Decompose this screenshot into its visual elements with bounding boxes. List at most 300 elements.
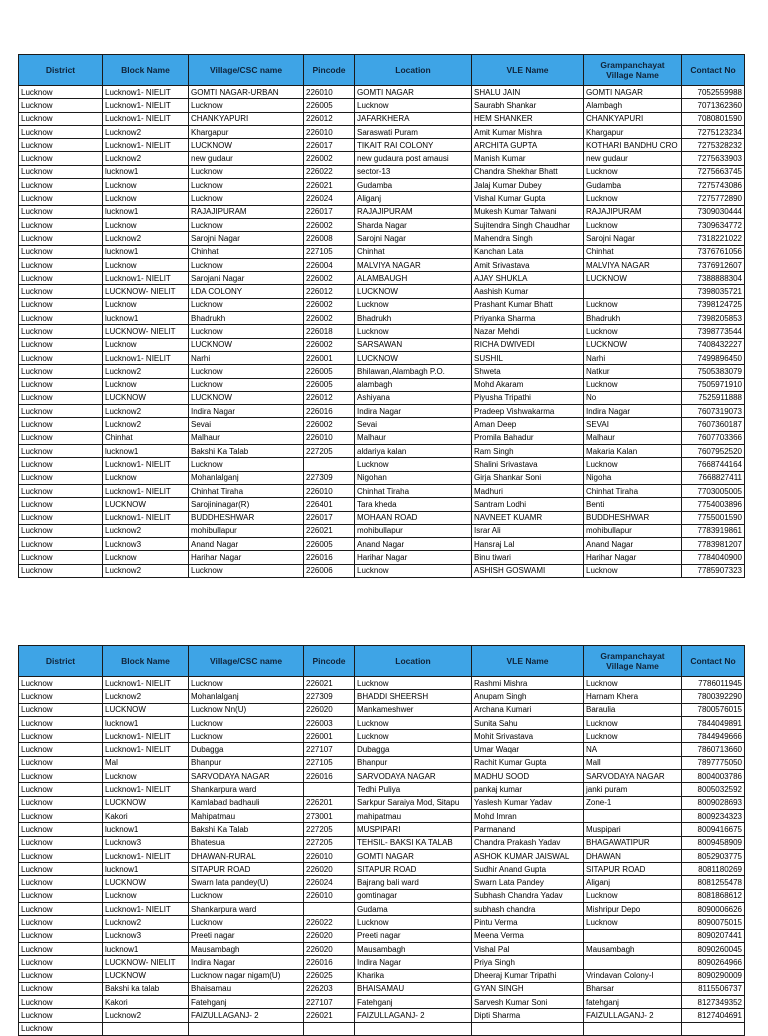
cell-location: Bhadrukh	[355, 312, 472, 325]
cell-block-name: Lucknow2	[103, 916, 189, 929]
cell-district: Lucknow	[19, 431, 103, 444]
cell-village-csc-name: Lucknow	[189, 365, 304, 378]
cell-pincode: 226024	[304, 192, 355, 205]
table-row	[19, 942, 745, 955]
cell-village-csc-name: Narhi	[189, 351, 304, 364]
column-header-contact-no: Contact No	[682, 55, 745, 86]
cell-block-name: Lucknow	[103, 192, 189, 205]
table-row	[19, 351, 745, 364]
cell-vle-name: Hansraj Lal	[472, 538, 584, 551]
cell-location: Sarkpur Saraiya Mod, Sitapu	[355, 796, 472, 809]
table-row	[19, 205, 745, 218]
cell-grampanchayat-village-name: Mausambagh	[584, 942, 682, 955]
cell-contact-no: 8009416675	[682, 823, 745, 836]
cell-location: Lucknow	[355, 99, 472, 112]
cell-village-csc-name: Bhadrukh	[189, 312, 304, 325]
cell-block-name: Lucknow3	[103, 836, 189, 849]
cell-village-csc-name: Lucknow nagar nigam(U)	[189, 969, 304, 982]
cell-village-csc-name: Lucknow	[189, 218, 304, 231]
cell-location: alambagh	[355, 378, 472, 391]
cell-vle-name: Pintu Verma	[472, 916, 584, 929]
cell-location: Mausambagh	[355, 942, 472, 955]
table-row	[19, 365, 745, 378]
cell-contact-no: 8090260045	[682, 942, 745, 955]
cell-district: Lucknow	[19, 325, 103, 338]
cell-grampanchayat-village-name: Lucknow	[584, 325, 682, 338]
cell-vle-name: Binu tiwari	[472, 551, 584, 564]
cell-location: MALVIYA NAGAR	[355, 258, 472, 271]
table-row	[19, 756, 745, 769]
column-header-district: District	[19, 646, 103, 677]
cell-block-name: lucknow1	[103, 445, 189, 458]
cell-pincode: 226001	[304, 730, 355, 743]
cell-pincode: 226016	[304, 956, 355, 969]
cell-village-csc-name: Dubagga	[189, 743, 304, 756]
cell-district: Lucknow	[19, 445, 103, 458]
cell-district: Lucknow	[19, 524, 103, 537]
cell-pincode: 226016	[304, 405, 355, 418]
cell-grampanchayat-village-name: Zone-1	[584, 796, 682, 809]
cell-grampanchayat-village-name: new gudaur	[584, 152, 682, 165]
cell-grampanchayat-village-name	[584, 285, 682, 298]
cell-vle-name: Parmanand	[472, 823, 584, 836]
cell-vle-name: Mahendra Singh	[472, 232, 584, 245]
cell-village-csc-name: Mahipatmau	[189, 809, 304, 822]
cell-vle-name: Sujitendra Singh Chaudhar	[472, 218, 584, 231]
cell-grampanchayat-village-name: Mall	[584, 756, 682, 769]
cell-district: Lucknow	[19, 564, 103, 577]
cell-block-name: Chinhat	[103, 431, 189, 444]
cell-block-name: Mal	[103, 756, 189, 769]
cell-district: Lucknow	[19, 205, 103, 218]
cell-grampanchayat-village-name: Harnam Khera	[584, 690, 682, 703]
cell-grampanchayat-village-name: Gudamba	[584, 179, 682, 192]
cell-pincode: 226017	[304, 511, 355, 524]
table-row	[19, 192, 745, 205]
cell-block-name: LUCKNOW	[103, 876, 189, 889]
cell-district: Lucknow	[19, 179, 103, 192]
cell-vle-name: Madhuri	[472, 484, 584, 497]
cell-village-csc-name: new gudaur	[189, 152, 304, 165]
cell-district: Lucknow	[19, 232, 103, 245]
cell-pincode: 226020	[304, 703, 355, 716]
cell-pincode: 226010	[304, 889, 355, 902]
vle-table-2	[18, 645, 745, 1036]
cell-district: Lucknow	[19, 139, 103, 152]
cell-pincode: 226016	[304, 770, 355, 783]
table-row	[19, 703, 745, 716]
table-row	[19, 431, 745, 444]
cell-district: Lucknow	[19, 796, 103, 809]
cell-district: Lucknow	[19, 245, 103, 258]
cell-location: ALAMBAUGH	[355, 272, 472, 285]
cell-contact-no: 7275743086	[682, 179, 745, 192]
cell-block-name: Lucknow2	[103, 418, 189, 431]
cell-village-csc-name: Sarojani Nagar	[189, 272, 304, 285]
cell-vle-name: Priyanka Sharma	[472, 312, 584, 325]
cell-location: BHAISAMAU	[355, 982, 472, 995]
cell-district: Lucknow	[19, 86, 103, 99]
cell-block-name: Lucknow	[103, 889, 189, 902]
cell-contact-no: 8009028693	[682, 796, 745, 809]
cell-block-name: Bakshi ka talab	[103, 982, 189, 995]
cell-vle-name: GYAN SINGH	[472, 982, 584, 995]
cell-village-csc-name	[189, 1022, 304, 1035]
cell-vle-name: pankaj kumar	[472, 783, 584, 796]
cell-location: Indira Nagar	[355, 405, 472, 418]
cell-village-csc-name: Sarojni Nagar	[189, 232, 304, 245]
cell-vle-name: ARCHITA GUPTA	[472, 139, 584, 152]
cell-grampanchayat-village-name: Lucknow	[584, 916, 682, 929]
cell-district: Lucknow	[19, 703, 103, 716]
table-row	[19, 298, 745, 311]
cell-grampanchayat-village-name: SITAPUR ROAD	[584, 863, 682, 876]
cell-contact-no: 8052903775	[682, 849, 745, 862]
cell-pincode: 227105	[304, 245, 355, 258]
column-header-pincode: Pincode	[304, 55, 355, 86]
column-header-district: District	[19, 55, 103, 86]
cell-village-csc-name: Lucknow	[189, 325, 304, 338]
cell-pincode: 226022	[304, 916, 355, 929]
cell-location: Preeti nagar	[355, 929, 472, 942]
cell-location: Chinhat	[355, 245, 472, 258]
cell-contact-no: 7376761056	[682, 245, 745, 258]
cell-village-csc-name: Lucknow	[189, 458, 304, 471]
cell-district: Lucknow	[19, 809, 103, 822]
cell-pincode: 226018	[304, 325, 355, 338]
table-row	[19, 99, 745, 112]
table-body	[19, 677, 745, 1036]
cell-village-csc-name: Shankarpura ward	[189, 783, 304, 796]
cell-vle-name: Piyusha Tripathi	[472, 391, 584, 404]
cell-village-csc-name: Bhaisamau	[189, 982, 304, 995]
cell-location: MUSPIPARI	[355, 823, 472, 836]
cell-district: Lucknow	[19, 405, 103, 418]
table-row	[19, 564, 745, 577]
cell-block-name: lucknow1	[103, 942, 189, 955]
cell-block-name: LUCKNOW	[103, 703, 189, 716]
table-row	[19, 863, 745, 876]
cell-village-csc-name: Lucknow	[189, 730, 304, 743]
cell-contact-no: 7800392290	[682, 690, 745, 703]
cell-location: Aliganj	[355, 192, 472, 205]
cell-grampanchayat-village-name: SEVAI	[584, 418, 682, 431]
cell-grampanchayat-village-name: Baraulia	[584, 703, 682, 716]
cell-pincode: 227107	[304, 996, 355, 1009]
cell-location: mahipatmau	[355, 809, 472, 822]
cell-vle-name: Kanchan Lata	[472, 245, 584, 258]
table-header-row	[19, 55, 745, 86]
table-row	[19, 743, 745, 756]
cell-vle-name: Archana Kumari	[472, 703, 584, 716]
cell-pincode: 226012	[304, 391, 355, 404]
cell-district: Lucknow	[19, 956, 103, 969]
cell-pincode	[304, 903, 355, 916]
cell-pincode: 226002	[304, 312, 355, 325]
cell-district: Lucknow	[19, 677, 103, 690]
cell-vle-name: Meena Verma	[472, 929, 584, 942]
cell-vle-name: Rashmi Mishra	[472, 677, 584, 690]
cell-location: Tara kheda	[355, 498, 472, 511]
vle-table-1	[18, 54, 745, 578]
cell-block-name: Lucknow	[103, 298, 189, 311]
cell-district: Lucknow	[19, 929, 103, 942]
cell-village-csc-name: LDA COLONY	[189, 285, 304, 298]
cell-location: Tedhi Puliya	[355, 783, 472, 796]
cell-location: GOMTI NAGAR	[355, 849, 472, 862]
cell-village-csc-name: DHAWAN-RURAL	[189, 849, 304, 862]
cell-village-csc-name: Preeti nagar	[189, 929, 304, 942]
cell-location: Malhaur	[355, 431, 472, 444]
cell-contact-no: 8127349352	[682, 996, 745, 1009]
cell-district: Lucknow	[19, 916, 103, 929]
cell-village-csc-name: Lucknow	[189, 165, 304, 178]
cell-pincode: 227205	[304, 823, 355, 836]
cell-vle-name: RICHA DWIVEDI	[472, 338, 584, 351]
cell-block-name: Lucknow2	[103, 690, 189, 703]
cell-block-name: Lucknow1- NIELIT	[103, 484, 189, 497]
table-row	[19, 876, 745, 889]
cell-district: Lucknow	[19, 112, 103, 125]
cell-vle-name: Chandra Prakash Yadav	[472, 836, 584, 849]
cell-vle-name: AJAY SHUKLA	[472, 272, 584, 285]
cell-block-name: lucknow1	[103, 312, 189, 325]
cell-location	[355, 1022, 472, 1035]
cell-block-name: Lucknow2	[103, 564, 189, 577]
cell-village-csc-name: Lucknow	[189, 298, 304, 311]
cell-contact-no: 7860713660	[682, 743, 745, 756]
cell-block-name: LUCKNOW	[103, 391, 189, 404]
table-row	[19, 218, 745, 231]
cell-grampanchayat-village-name: Mishripur Depo	[584, 903, 682, 916]
table-row	[19, 730, 745, 743]
cell-contact-no: 7607360187	[682, 418, 745, 431]
cell-vle-name: Mohd Imran	[472, 809, 584, 822]
cell-district: Lucknow	[19, 730, 103, 743]
cell-district: Lucknow	[19, 1022, 103, 1035]
table-row	[19, 445, 745, 458]
cell-village-csc-name: Lucknow	[189, 564, 304, 577]
cell-contact-no: 7275663745	[682, 165, 745, 178]
cell-grampanchayat-village-name: Lucknow	[584, 677, 682, 690]
cell-contact-no: 8090006626	[682, 903, 745, 916]
cell-grampanchayat-village-name: fatehganj	[584, 996, 682, 1009]
cell-location: Bhanpur	[355, 756, 472, 769]
cell-location: LUCKNOW	[355, 351, 472, 364]
cell-block-name: LUCKNOW	[103, 796, 189, 809]
cell-location: SITAPUR ROAD	[355, 863, 472, 876]
cell-contact-no: 7318221022	[682, 232, 745, 245]
cell-location: Anand Nagar	[355, 538, 472, 551]
cell-vle-name: ASHOK KUMAR JAISWAL	[472, 849, 584, 862]
cell-village-csc-name: Lucknow	[189, 378, 304, 391]
cell-block-name	[103, 1022, 189, 1035]
cell-vle-name: Manish Kumar	[472, 152, 584, 165]
cell-pincode: 226012	[304, 285, 355, 298]
cell-location: Lucknow	[355, 677, 472, 690]
cell-village-csc-name: LUCKNOW	[189, 391, 304, 404]
cell-block-name: Lucknow	[103, 378, 189, 391]
cell-village-csc-name: mohibullapur	[189, 524, 304, 537]
cell-district: Lucknow	[19, 903, 103, 916]
cell-grampanchayat-village-name: Lucknow	[584, 218, 682, 231]
cell-block-name: LUCKNOW- NIELIT	[103, 325, 189, 338]
cell-pincode: 226008	[304, 232, 355, 245]
cell-location: Harihar Nagar	[355, 551, 472, 564]
cell-grampanchayat-village-name: Lucknow	[584, 378, 682, 391]
cell-contact-no: 8090207441	[682, 929, 745, 942]
cell-pincode: 226006	[304, 564, 355, 577]
cell-vle-name: Shweta	[472, 365, 584, 378]
cell-block-name: lucknow1	[103, 165, 189, 178]
cell-grampanchayat-village-name: Sarojni Nagar	[584, 232, 682, 245]
cell-district: Lucknow	[19, 458, 103, 471]
column-header-vle-name: VLE Name	[472, 55, 584, 86]
cell-location: Chinhat Tiraha	[355, 484, 472, 497]
table-row	[19, 498, 745, 511]
cell-vle-name: Aashish Kumar	[472, 285, 584, 298]
cell-contact-no: 7275328232	[682, 139, 745, 152]
cell-contact-no: 7784040900	[682, 551, 745, 564]
cell-block-name: Lucknow	[103, 770, 189, 783]
cell-district: Lucknow	[19, 969, 103, 982]
cell-vle-name: SUSHIL	[472, 351, 584, 364]
table-row	[19, 458, 745, 471]
cell-contact-no: 7800576015	[682, 703, 745, 716]
table-row	[19, 338, 745, 351]
cell-pincode	[304, 458, 355, 471]
cell-grampanchayat-village-name: Anand Nagar	[584, 538, 682, 551]
cell-vle-name: Priya Singh	[472, 956, 584, 969]
table-row	[19, 770, 745, 783]
cell-village-csc-name: LUCKNOW	[189, 139, 304, 152]
cell-pincode: 227105	[304, 756, 355, 769]
table-row	[19, 139, 745, 152]
cell-contact-no: 7754003896	[682, 498, 745, 511]
table-row	[19, 969, 745, 982]
cell-vle-name: Sarvesh Kumar Soni	[472, 996, 584, 1009]
table-row	[19, 484, 745, 497]
cell-grampanchayat-village-name: Indira Nagar	[584, 405, 682, 418]
cell-block-name: lucknow1	[103, 716, 189, 729]
cell-pincode: 226002	[304, 218, 355, 231]
cell-district: Lucknow	[19, 836, 103, 849]
cell-location: RAJAJIPURAM	[355, 205, 472, 218]
cell-location: FAIZULLAGANJ- 2	[355, 1009, 472, 1022]
cell-grampanchayat-village-name: Aliganj	[584, 876, 682, 889]
cell-pincode: 226005	[304, 538, 355, 551]
cell-block-name: Lucknow3	[103, 538, 189, 551]
cell-block-name: Lucknow2	[103, 232, 189, 245]
cell-grampanchayat-village-name	[584, 929, 682, 942]
cell-vle-name: Swarn Lata Pandey	[472, 876, 584, 889]
cell-contact-no: 7398205853	[682, 312, 745, 325]
table-row	[19, 929, 745, 942]
cell-district: Lucknow	[19, 942, 103, 955]
cell-grampanchayat-village-name: No	[584, 391, 682, 404]
cell-block-name: Lucknow1- NIELIT	[103, 743, 189, 756]
cell-contact-no: 7703005005	[682, 484, 745, 497]
cell-district: Lucknow	[19, 99, 103, 112]
cell-village-csc-name: Lucknow	[189, 677, 304, 690]
cell-vle-name: Ram Singh	[472, 445, 584, 458]
cell-vle-name: Nazar Mehdi	[472, 325, 584, 338]
cell-vle-name: HEM SHANKER	[472, 112, 584, 125]
cell-grampanchayat-village-name: janki puram	[584, 783, 682, 796]
cell-district: Lucknow	[19, 982, 103, 995]
cell-pincode: 226024	[304, 876, 355, 889]
column-header-grampanchayat-village-name: Grampanchayat Village Name	[584, 646, 682, 677]
cell-pincode: 226021	[304, 677, 355, 690]
cell-pincode: 227309	[304, 471, 355, 484]
table-row	[19, 418, 745, 431]
cell-pincode: 226010	[304, 125, 355, 138]
cell-vle-name: Mukesh Kumar Talwani	[472, 205, 584, 218]
cell-pincode: 226203	[304, 982, 355, 995]
table-row	[19, 836, 745, 849]
table-row	[19, 524, 745, 537]
cell-block-name: Lucknow2	[103, 405, 189, 418]
cell-vle-name: Prashant Kumar Bhatt	[472, 298, 584, 311]
cell-district: Lucknow	[19, 1009, 103, 1022]
cell-location: Indira Nagar	[355, 956, 472, 969]
table-row	[19, 471, 745, 484]
cell-pincode: 226002	[304, 272, 355, 285]
cell-contact-no: 7275123234	[682, 125, 745, 138]
cell-grampanchayat-village-name: BUDDHESHWAR	[584, 511, 682, 524]
cell-contact-no: 7499896450	[682, 351, 745, 364]
cell-grampanchayat-village-name: GOMTI NAGAR	[584, 86, 682, 99]
table-row	[19, 677, 745, 690]
cell-grampanchayat-village-name: Narhi	[584, 351, 682, 364]
cell-vle-name: MADHU SOOD	[472, 770, 584, 783]
cell-pincode: 226021	[304, 524, 355, 537]
cell-pincode: 226004	[304, 258, 355, 271]
cell-pincode: 227205	[304, 445, 355, 458]
cell-block-name: lucknow1	[103, 863, 189, 876]
cell-grampanchayat-village-name: NA	[584, 743, 682, 756]
cell-vle-name: SHALU JAIN	[472, 86, 584, 99]
cell-grampanchayat-village-name: SARVODAYA NAGAR	[584, 770, 682, 783]
cell-district: Lucknow	[19, 889, 103, 902]
cell-location: SARSAWAN	[355, 338, 472, 351]
cell-vle-name: Dipti Sharma	[472, 1009, 584, 1022]
cell-grampanchayat-village-name: Lucknow	[584, 716, 682, 729]
table-row	[19, 996, 745, 1009]
cell-district: Lucknow	[19, 498, 103, 511]
column-header-location: Location	[355, 55, 472, 86]
cell-grampanchayat-village-name: MALVIYA NAGAR	[584, 258, 682, 271]
cell-village-csc-name: FAIZULLAGANJ- 2	[189, 1009, 304, 1022]
cell-vle-name: Subhash Chandra Yadav	[472, 889, 584, 902]
cell-village-csc-name: Chinhat Tiraha	[189, 484, 304, 497]
cell-block-name: Lucknow	[103, 551, 189, 564]
cell-district: Lucknow	[19, 511, 103, 524]
cell-pincode: 226002	[304, 338, 355, 351]
cell-grampanchayat-village-name: Makaria Kalan	[584, 445, 682, 458]
cell-contact-no: 7052559988	[682, 86, 745, 99]
table-row	[19, 809, 745, 822]
cell-pincode: 226005	[304, 365, 355, 378]
cell-contact-no: 8090290009	[682, 969, 745, 982]
cell-grampanchayat-village-name	[584, 1022, 682, 1035]
cell-village-csc-name: CHANKYAPURI	[189, 112, 304, 125]
column-header-village-csc-name: Village/CSC name	[189, 646, 304, 677]
cell-village-csc-name: SARVODAYA NAGAR	[189, 770, 304, 783]
cell-district: Lucknow	[19, 551, 103, 564]
cell-location: TIKAIT RAI COLONY	[355, 139, 472, 152]
cell-contact-no: 8090075015	[682, 916, 745, 929]
